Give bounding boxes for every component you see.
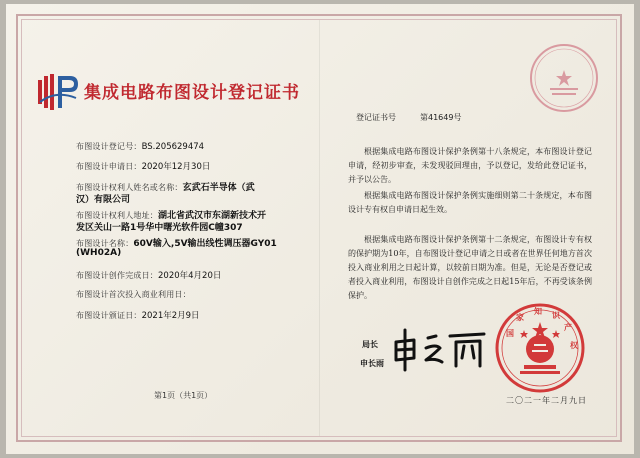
- field-value: 2021年2月9日: [141, 311, 200, 321]
- field-value: 2020年4月20日: [158, 271, 222, 281]
- field-value: 60V输入,5V输出线性调压器GY01: [133, 239, 277, 249]
- svg-text:产: 产: [564, 323, 572, 332]
- signature-title: 局长: [362, 340, 378, 349]
- field-value: BS.205629474: [141, 142, 205, 152]
- field-creation-date: [76, 269, 221, 281]
- field-registration-number: [76, 141, 204, 152]
- page-number: 第1页（共1页）: [154, 391, 213, 400]
- registration-value: 第41649号: [420, 113, 462, 122]
- field-label: 布图设计权利人姓名或名称：: [76, 183, 183, 192]
- field-value: 汉）有限公司: [76, 195, 131, 205]
- field-issue-date: [76, 309, 200, 321]
- svg-text:家: 家: [516, 313, 524, 322]
- field-design-name-cont: [76, 248, 121, 258]
- svg-text:权: 权: [570, 341, 578, 350]
- ic-logo-icon: [36, 72, 80, 112]
- handwritten-signature: [390, 326, 490, 372]
- certificate-sheet: [6, 4, 634, 454]
- field-value: 玄武石半导体（武: [182, 183, 255, 193]
- field-value: 湖北省武汉市东湖新技术开: [158, 211, 267, 221]
- field-label: 布图设计首次投入商业利用日：: [76, 290, 191, 299]
- certificate-title: 集成电路布图设计登记证书: [84, 83, 300, 103]
- field-value: 发区关山一路1号华中曙光软件园C幢307: [76, 223, 243, 233]
- paragraph-registration: 根据集成电路布图设计保护条例第十八条规定，本布图设计登记申请，经初步审查，未发现驳回理由，予以登记，发给此登记证书，并予以公告。: [348, 147, 592, 184]
- field-label: 布图设计权利人地址：: [76, 211, 158, 220]
- field-label: 布图设计登记号：: [76, 142, 142, 151]
- issue-date: 二〇二一年二月九日: [506, 396, 587, 405]
- svg-text:知: 知: [534, 307, 542, 316]
- field-owner-address-cont: [76, 220, 243, 233]
- field-label: 布图设计申请日：: [76, 162, 142, 171]
- field-first-commercial-date: [76, 289, 191, 300]
- center-fold: [319, 20, 320, 436]
- registration-label: 登记证书号: [356, 113, 396, 122]
- field-value: (WH02A): [76, 248, 122, 258]
- signature-name: 申长雨: [360, 359, 384, 368]
- paragraph-effective: 根据集成电路布图设计保护条例实施细则第二十条规定，本布图设计专有权自申请日起生效。: [348, 191, 592, 214]
- svg-text:识: 识: [552, 311, 560, 320]
- field-application-date: [76, 160, 210, 172]
- field-label: 布图设计名称：: [76, 239, 134, 248]
- field-owner-name-cont: [76, 192, 130, 205]
- field-label: 布图设计颁证日：: [76, 311, 142, 320]
- registration-number: [356, 112, 461, 123]
- svg-text:国: 国: [506, 329, 514, 338]
- field-label: 布图设计创作完成日：: [76, 271, 158, 280]
- office-seal: [494, 302, 586, 394]
- field-value: 2020年12月30日: [141, 162, 211, 172]
- registration-seal: [528, 42, 600, 114]
- paragraph-protection-term: 根据集成电路布图设计保护条例第十二条规定，布图设计专有权的保护期为10年，自布图设计登记申请之日或者在世界任何地方首次投入商业利用之日起计算，以较前日期为准。但是，无论是否登记或者投入商业利用，布图设计自创作完成之日起15年后，不再受该条例保护。: [348, 235, 592, 300]
